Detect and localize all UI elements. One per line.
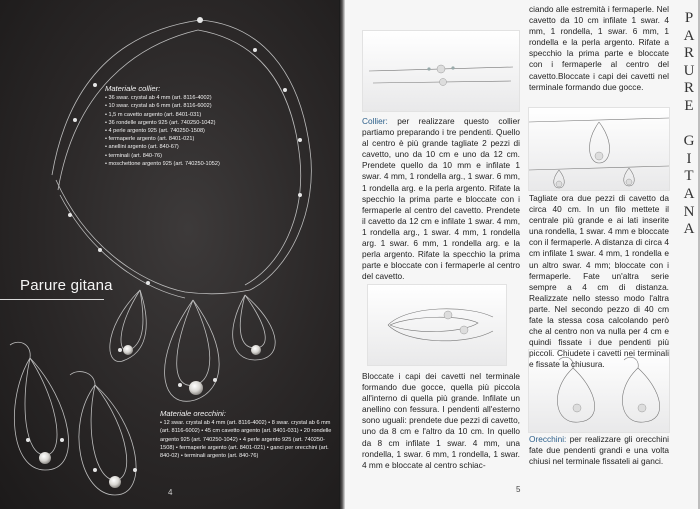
collier-instructions <box>362 116 520 282</box>
orecchini-instructions <box>529 434 669 467</box>
photo-pendants-on-wire <box>528 107 670 191</box>
orecchini-materials <box>160 410 335 460</box>
vertical-title-letter: R <box>683 45 694 62</box>
collier-materials <box>105 85 275 168</box>
vertical-title-letter: A <box>683 221 695 238</box>
vertical-title-letter: P <box>684 10 694 26</box>
collier-materials-list <box>105 94 275 168</box>
vertical-title-letter: U <box>683 62 695 79</box>
list-item: • terminali (art. 840-76) <box>105 152 275 160</box>
collier-materials-heading: Materiale collier: <box>105 84 161 93</box>
bloccate-instructions: Bloccate i capi dei cavetti nel terminale formando due gocce, quella più piccola all'interno di quella più grande. Infilate un anellino con fessura. I pendenti all'esterno sono uguali: prendete due pezzi di cavetto, uno da 8 cm e l'altro da 10 cm. In quello da 8 cm infilate 1 swar. 4 mm, una rondella, 1 swar. 6 mm, 1 rondella, 1 swar. 4 mm e bloccate al centro schiac- <box>362 371 520 470</box>
title-divider <box>0 299 104 300</box>
vertical-title-letter: N <box>683 203 695 220</box>
list-item: • 4 perle argento 925 (art. 740250-1508) <box>105 127 275 135</box>
page-number-right: 5 <box>516 485 521 494</box>
collier-heading: Collier: <box>362 116 388 126</box>
photo-pendant-drop <box>367 284 507 366</box>
photo-threaded-wires <box>362 30 520 112</box>
tagliate-instructions: Tagliate ora due pezzi di cavetto da circa 40 cm. In un filo mettete il centrale più grande e ai lati inserite una rondella, 1 swar. 4 mm e bloccate con il fermaperle. A distanza di circa 4 cm infilate 1 swar. 4 mm, 1 rondella e un altro swar. 4 mm; bloccate con i fermaperle. Fate un'altra serie sempre a 4 cm di distanza. Realizzate nello stesso modo l'altra parte. Nel secondo pezzo di 40 cm fate la stessa cosa calcolando però che al centro non va nulla per 4 cm e quindi fissate i due pendenti più piccoli. Chiudete i cavetti nei terminali e fissate la chiusura. <box>529 193 669 370</box>
vertical-title-letter: I <box>686 150 692 167</box>
orecchini-heading: Orecchini: <box>529 434 567 444</box>
vertical-title <box>679 10 699 239</box>
continued-instructions: ciando alle estremità i fermaperle. Nel cavetto da 10 cm infilate 1 swar. 4 mm, 1 rondella, 1 swar. 6 mm, 1 rondella e la perla argento. Rifate a specchio la prima parte e bloccate con i fermaperle al centro del cavetto.Bloccate i capi dei cavetti nel terminale formando due gocce. <box>529 4 669 92</box>
left-page <box>0 0 342 509</box>
vertical-title-letter: G <box>683 133 695 150</box>
list-item: • 36 rondelle argento 925 (art. 740250-1042) <box>105 119 275 127</box>
list-item: • 10 swar. crystal ab 6 mm (art. 8116-6002) <box>105 102 275 110</box>
orecchini-body: per realizzare gli orecchini fate due pendenti grandi e una volta chiusi nel terminale fissateli ai ganci. <box>529 434 669 467</box>
orecchini-materials-text: • 12 swar. crystal ab 4 mm (art. 8116-4002) • 8 swar. crystal ab 6 mm (art. 8116-6002) • 45 cm cavetto argento (art. 8401-031) • 20 rondelle argento 925 (art. 740250-1042) • 4 perle argento 925 (art. 740250-1508) • fermaperle argento (art. 8401-021) • ganci per orecchini (art. 840-02) • terminali argento (art. 840-76) <box>160 420 332 460</box>
collier-body: per realizzare questo collier partiamo preparando i tre pendenti. Quello al centro è più grande tagliate 2 pezzi di cavetto, uno da 10 cm e uno da 12 cm. Prendete quello da 10 mm e infilate 1 swar. 4 mm, 1 rondella arg., 1 swar. 6 mm, 1 rondella arg. e la perla argento. Rifate la specchio la prima parte e bloccate con i fermaperle al centro del cavetto. Prendete il cavetto da 12 cm e infilate 1 swar. 4 mm, 1 rondella arg., 1 swar. 4 mm, 1 rondella arg. 1 swar. 6 mm, 1 rondella arg. e la perla argento. Rifate la specchio la prima parte e bloccate con i fermaperle al centro del cavetto. <box>362 116 520 282</box>
vertical-title-letter: A <box>683 27 695 44</box>
list-item: • 1,5 m cavetto argento (art. 8401-031) <box>105 111 275 119</box>
vertical-title-letter: E <box>684 97 694 114</box>
page-number-left: 4 <box>168 488 173 497</box>
vertical-title-letter: R <box>683 80 694 97</box>
list-item: • anellini argento (art. 840-67) <box>105 143 275 151</box>
page-title: Parure gitana <box>20 277 113 294</box>
list-item: • moschettone argento 925 (art. 740250-1052) <box>105 160 275 168</box>
vertical-title-letter: A <box>683 185 695 202</box>
vertical-title-letter: T <box>684 168 694 185</box>
list-item: • 36 swar. crystal ab 4 mm (art. 8116-4002) <box>105 94 275 102</box>
list-item: • fermaperle argento (art. 8401-021) <box>105 135 275 143</box>
orecchini-materials-heading: Materiale orecchini: <box>160 409 226 418</box>
right-page <box>345 0 700 509</box>
